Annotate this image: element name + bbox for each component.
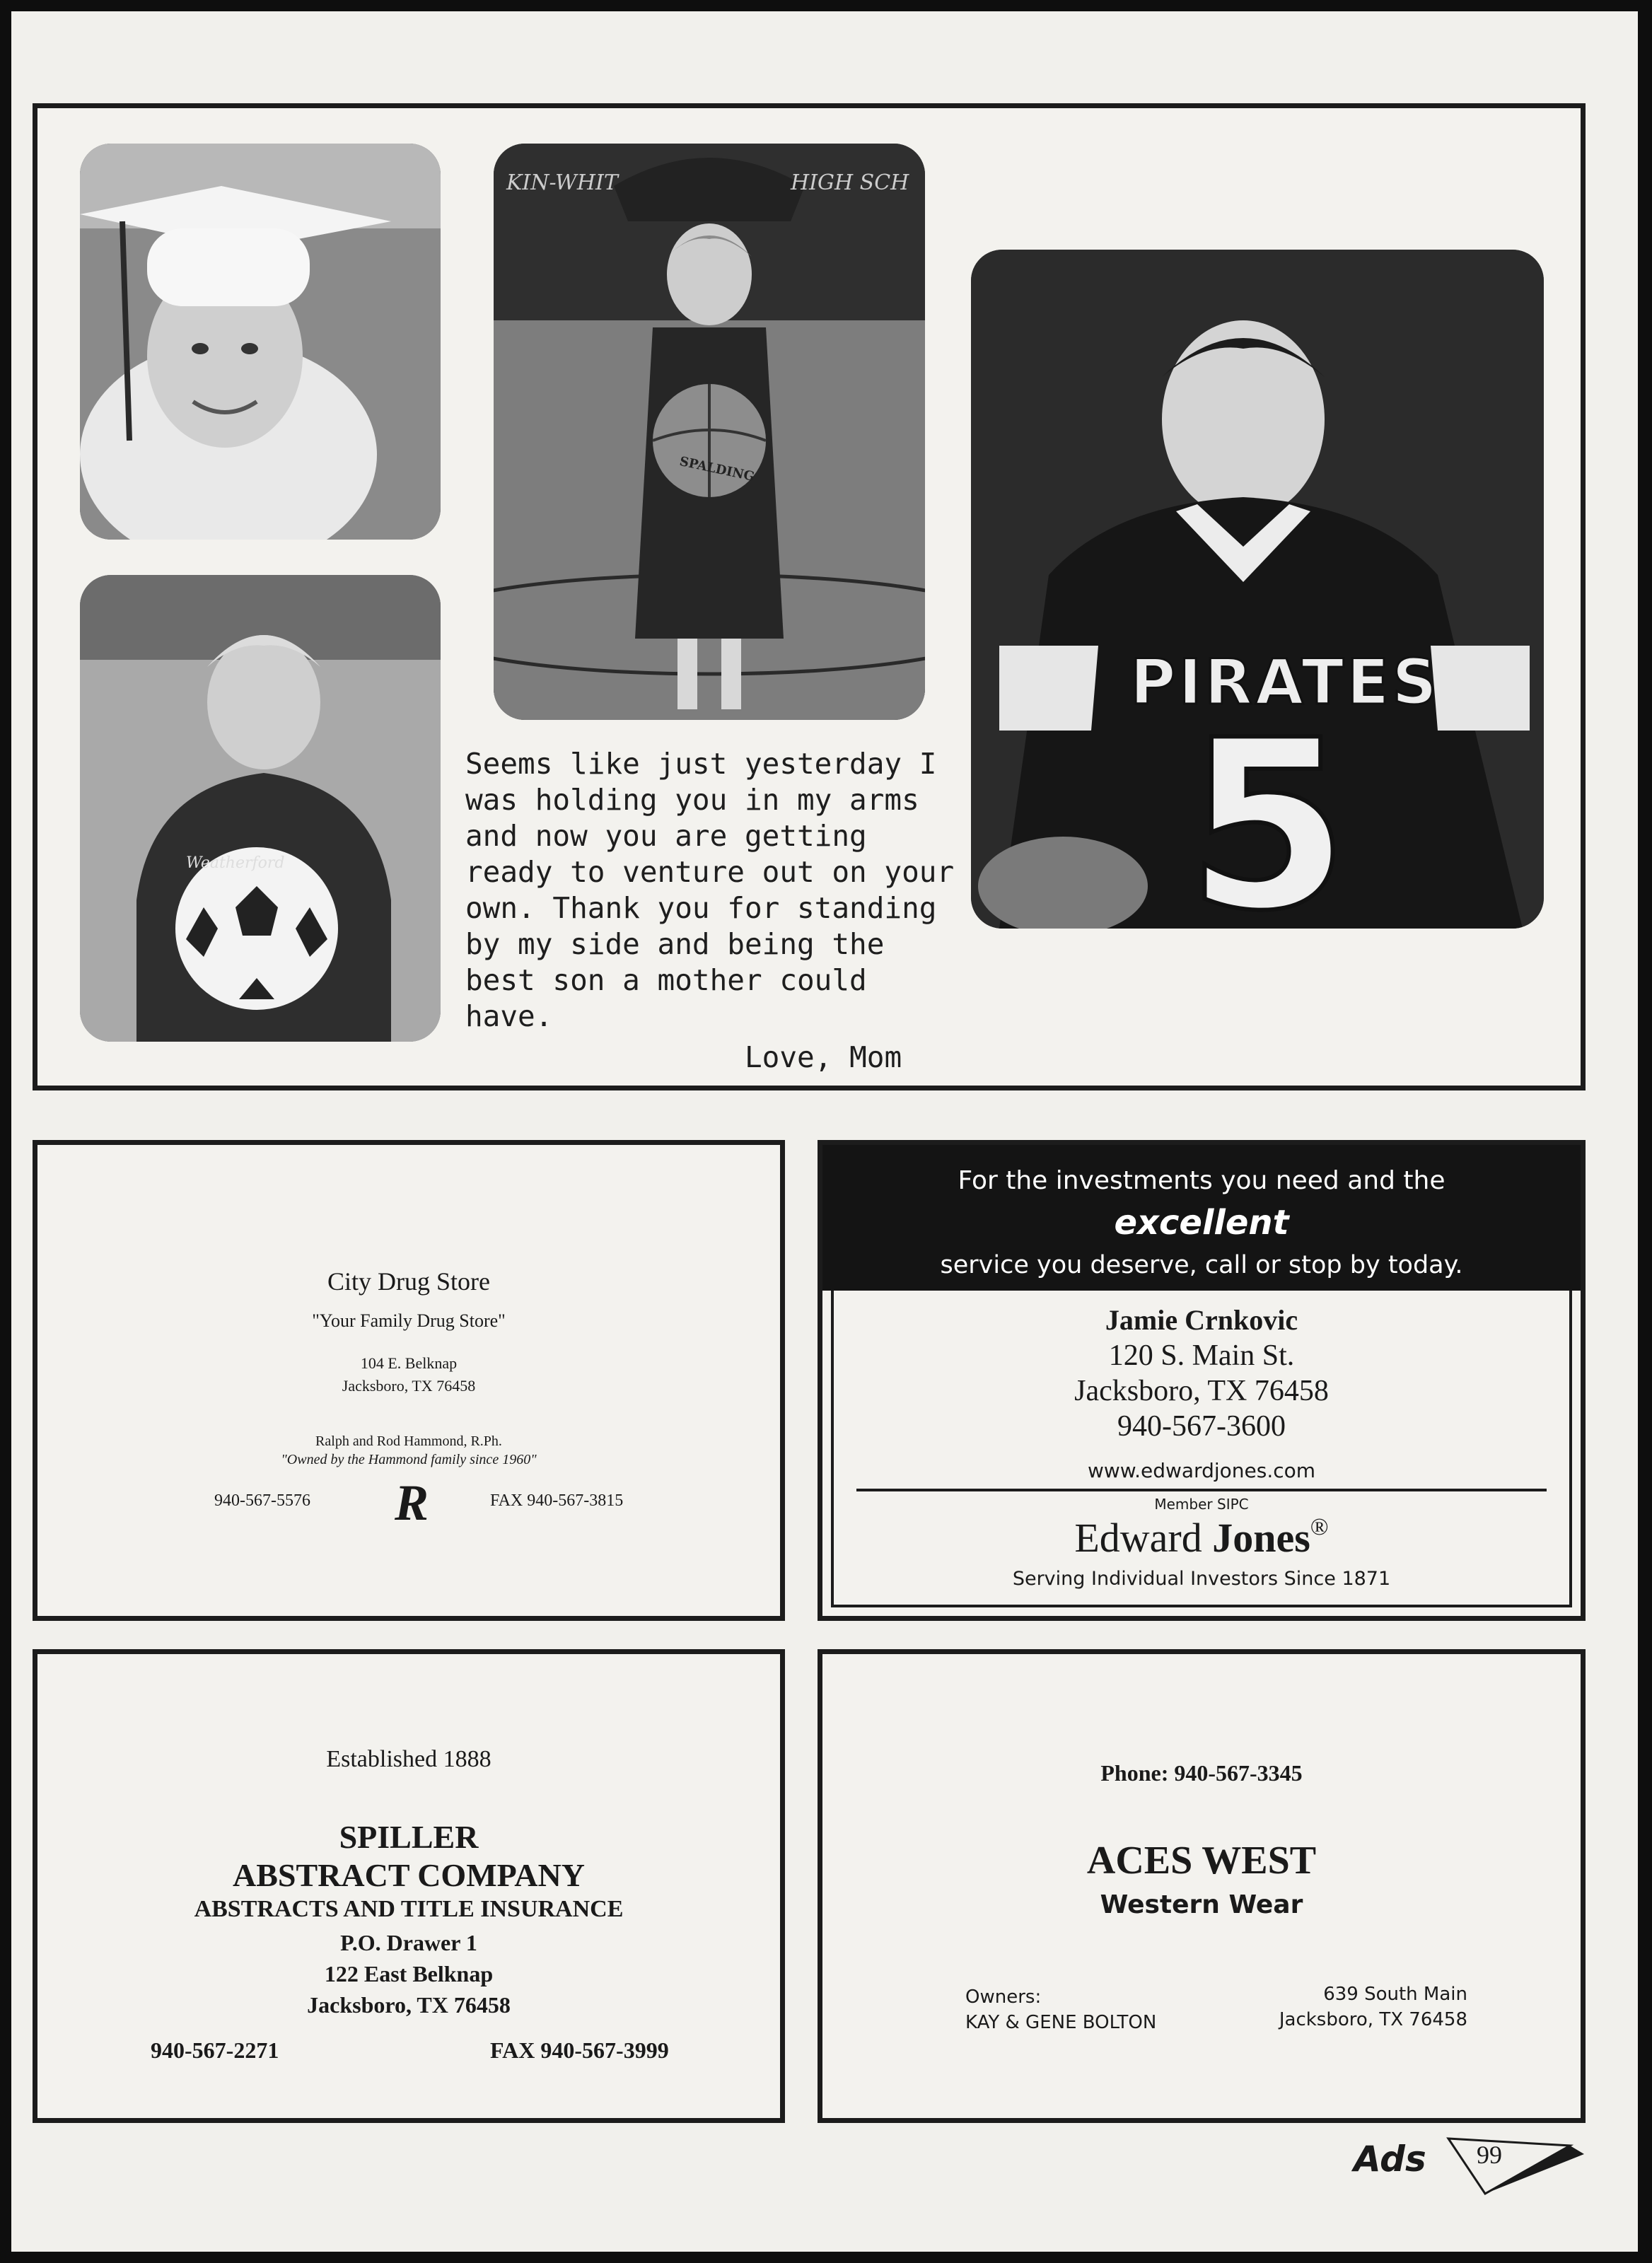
aces-address1: 639 South Main [1323, 1984, 1467, 2005]
ej-website: www.edwardjones.com [1087, 1459, 1316, 1482]
city-drug-owned: "Owned by the Hammond family since 1960" [281, 1452, 537, 1467]
jersey-number: 5 [1187, 690, 1349, 929]
city-drug-phone: 940-567-5576 [214, 1491, 310, 1510]
ad-aces-west [818, 1649, 1586, 2123]
message-text: Seems like just yesterday I was holding you in my arms and now you are getting ready to venture out on your own. Thank you for standing by my side and being the best son a mother could have. [465, 747, 955, 1033]
ej-brand-first: Edward [1074, 1515, 1202, 1561]
aces-owners-label: Owners: [965, 1986, 1042, 2008]
edward-jones-banner [822, 1145, 1581, 1291]
banner-line2: service you deserve, call or stop by today. [940, 1251, 1463, 1279]
page-number-arrow-icon [1443, 2133, 1584, 2197]
photo-basketball [494, 144, 925, 720]
aces-address2: Jacksboro, TX 76458 [1279, 2009, 1467, 2030]
spiller-address1: 122 East Belknap [324, 1961, 494, 1986]
photo-senior-football [971, 250, 1544, 929]
shirt-text: Weatherford [186, 854, 285, 872]
ej-agent: Jamie Crnkovic [1105, 1304, 1298, 1336]
spiller-phone: 940-567-2271 [151, 2037, 279, 2063]
city-drug-address1: 104 E. Belknap [360, 1354, 458, 1372]
spiller-address2: Jacksboro, TX 76458 [307, 1992, 511, 2018]
spiller-fax: FAX 940-567-3999 [490, 2037, 669, 2063]
ej-member: Member SIPC [1154, 1496, 1249, 1513]
ad-city-drug [33, 1140, 785, 1621]
photo-soccer [80, 575, 441, 1042]
ad-spiller-abstract [33, 1649, 785, 2123]
aces-name: ACES WEST [1086, 1839, 1317, 1883]
spiller-name2: ABSTRACT COMPANY [233, 1857, 585, 1893]
city-drug-pharmacists: Ralph and Rod Hammond, R.Ph. [315, 1433, 502, 1449]
ej-brand-reg: ® [1310, 1514, 1329, 1540]
city-drug-address2: Jacksboro, TX 76458 [342, 1377, 476, 1395]
jersey-team-text: PIRATES [1130, 646, 1440, 719]
spiller-box: P.O. Drawer 1 [340, 1930, 477, 1955]
tribute-signature: Love, Mom [745, 1040, 902, 1074]
gym-banner-left: KIN-WHIT [506, 170, 618, 195]
ej-address2: Jacksboro, TX 76458 [1074, 1375, 1329, 1407]
ej-address1: 120 S. Main St. [1108, 1339, 1295, 1372]
edward-jones-inner-frame [831, 1291, 1572, 1607]
aces-owners: KAY & GENE BOLTON [965, 2012, 1157, 2033]
footer-section-label: Ads [1354, 2139, 1426, 2180]
city-drug-name: City Drug Store [327, 1267, 490, 1296]
banner-line1: For the investments you need and the [958, 1166, 1446, 1195]
ej-divider [856, 1489, 1547, 1491]
banner-emphasis: excellent [1114, 1203, 1289, 1243]
city-drug-fax: FAX 940-567-3815 [490, 1491, 624, 1510]
ej-phone: 940-567-3600 [1117, 1410, 1286, 1443]
spiller-name1: SPILLER [339, 1819, 479, 1855]
aces-phone: Phone: 940-567-3345 [1100, 1760, 1303, 1786]
spiller-service: ABSTRACTS AND TITLE INSURANCE [194, 1896, 624, 1922]
basketball-brand: SPALDING [677, 454, 756, 484]
tribute-message [465, 746, 960, 1035]
ad-edward-jones [818, 1140, 1586, 1621]
yearbook-page [11, 11, 1638, 2252]
photo-graduation [80, 144, 441, 540]
city-drug-slogan: "Your Family Drug Store" [312, 1310, 506, 1331]
page-number: 99 [1477, 2141, 1502, 2169]
ej-brand [834, 1514, 1569, 1561]
spiller-established: Established 1888 [326, 1746, 491, 1772]
ej-tagline: Serving Individual Investors Since 1871 [1012, 1568, 1391, 1590]
aces-subtitle: Western Wear [1100, 1890, 1303, 1919]
tribute-box [33, 103, 1586, 1090]
ej-brand-second: Jones [1212, 1515, 1310, 1561]
rx-logo-icon: R [395, 1474, 429, 1531]
gym-banner-right: HIGH SCH [791, 170, 909, 195]
